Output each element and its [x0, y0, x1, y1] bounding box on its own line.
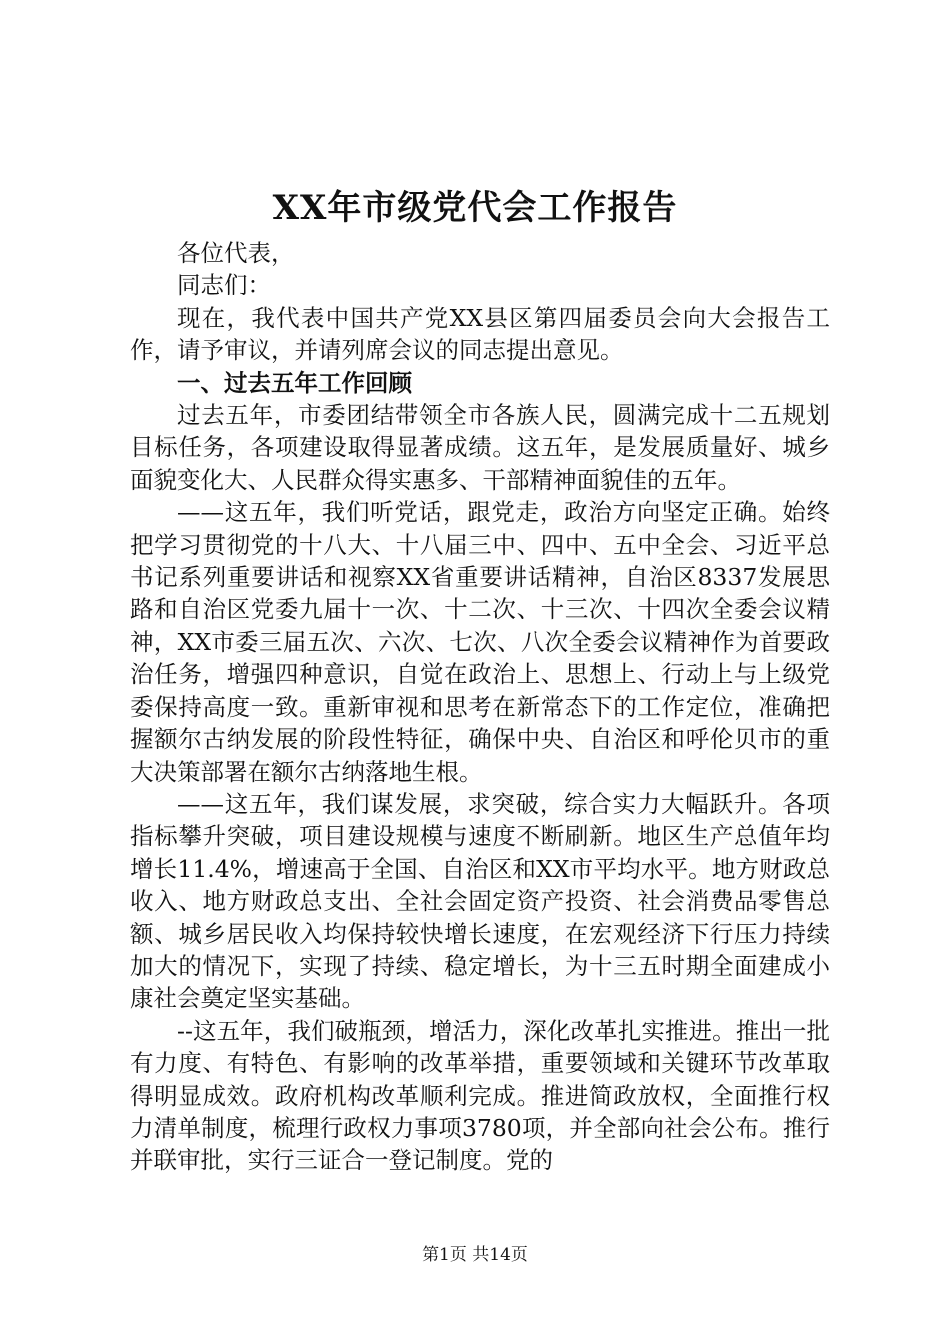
- body-paragraph: 过去五年，市委团结带领全市各族人民，圆满完成十二五规划目标任务，各项建设取得显著成绩。这五年，是发展质量好、城乡面貌变化大、人民群众得实惠多、干部精神面貌佳的五年。: [130, 401, 830, 494]
- document-title: XX年市级党代会工作报告: [272, 188, 678, 228]
- document-body: [130, 237, 830, 1177]
- body-paragraph: ——这五年，我们听党话，跟党走，政治方向坚定正确。始终把学习贯彻党的十八大、十八届三中、四中、五中全会、习近平总书记系列重要讲话和视察XX省重要讲话精神，自治区8337发展思路和自治区党委九届十一次、十二次、十三次、十四次全委会议精神，XX市委三届五次、六次、七次、八次全委会议精神作为首要政治任务，增强四种意识，自觉在政治上、思想上、行动上与上级党委保持高度一致。重新审视和思考在新常态下的工作定位，准确把握额尔古纳发展的阶段性特征，确保中央、自治区和呼伦贝市的重大决策部署在额尔古纳落地生根。: [130, 498, 830, 786]
- body-paragraph: ——这五年，我们谋发展，求突破，综合实力大幅跃升。各项指标攀升突破，项目建设规模与速度不断刷新。地区生产总值年均增长11.4%，增速高于全国、自治区和XX市平均水平。地方财政总收入、地方财政总支出、全社会固定资产投资、社会消费品零售总额、城乡居民收入均保持较快增长速度，在宏观经济下行压力持续加大的情况下，实现了持续、稳定增长，为十三五时期全面建成小康社会奠定坚实基础。: [130, 789, 830, 1013]
- salutation-comrades: 同志们：: [177, 271, 271, 300]
- salutation-delegates: 各位代表，: [177, 239, 295, 267]
- intro-paragraph: 现在，我代表中国共产党XX县区第四届委员会向大会报告工作，请予审议，并请列席会议的同志提出意见。: [130, 303, 830, 365]
- body-paragraph: --这五年，我们破瓶颈，增活力，深化改革扎实推进。推出一批有力度、有特色、有影响的改革举措，重要领域和关键环节改革取得明显成效。政府机构改革顺利完成。推进简政放权，全面推行权力清单制度，梳理行政权力事项3780项，并全部向社会公布。推行并联审批，实行三证合一登记制度。党的: [130, 1016, 830, 1175]
- section-heading: 一、过去五年工作回顾: [177, 368, 412, 397]
- page-number-footer: 第1页 共14页: [422, 1245, 528, 1265]
